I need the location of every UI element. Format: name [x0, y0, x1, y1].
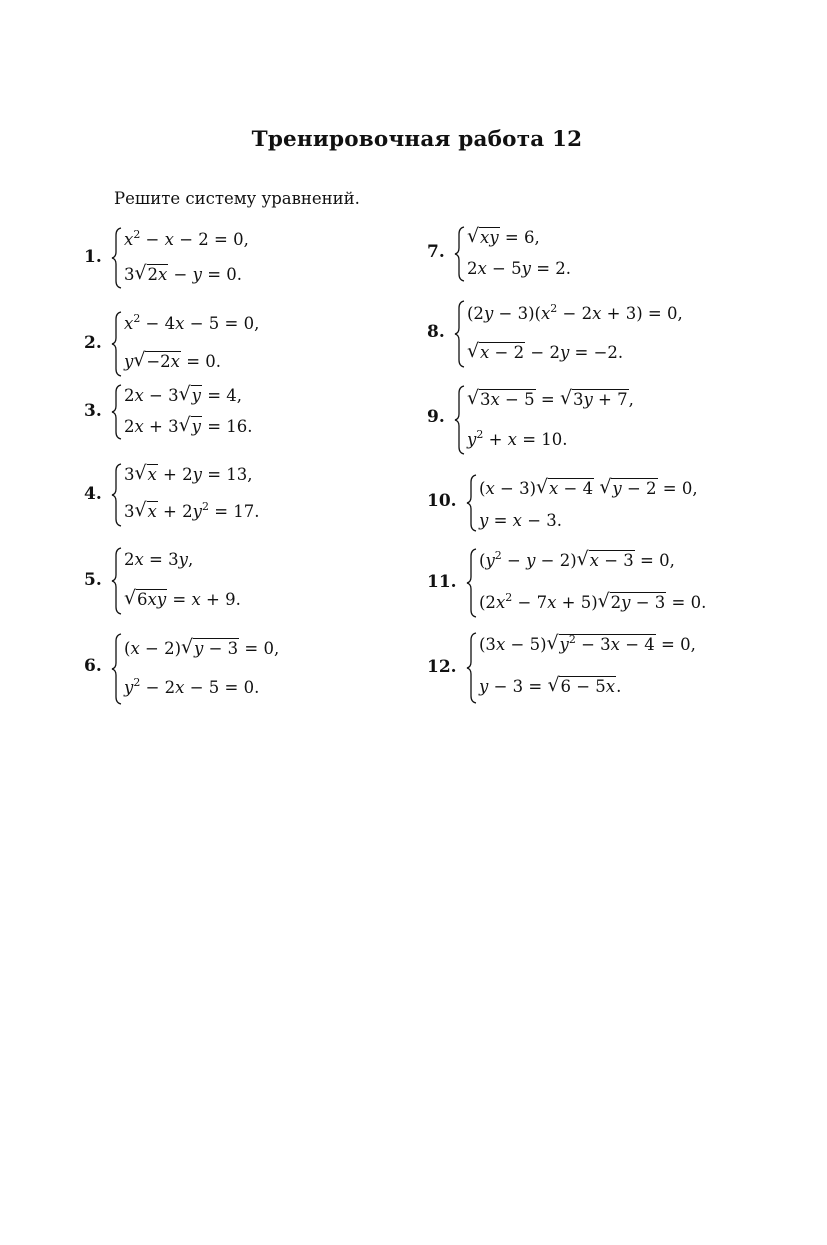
equation-1: $x^2 - x - 2 = 0$,: [124, 228, 249, 249]
system-brace: [454, 226, 466, 282]
equation-1: $(y^2 - y - 2)$ √ x − 3 = 0,: [479, 548, 675, 570]
problem-12: [427, 632, 787, 704]
equation-2: √ 6xy = x + 9.: [124, 587, 241, 609]
system-brace: [454, 300, 466, 368]
equation-1: 2x − 3 √ y = 4,: [124, 383, 243, 405]
equation-1: (x − 3) √ x − 4 √ y − 2 = 0,: [479, 476, 698, 498]
problem-9: [427, 385, 787, 455]
equation-2: $y^2 - 2x - 5 = 0$.: [124, 676, 260, 697]
problem-3: [84, 384, 444, 440]
equation-1: (3x − 5) √ $y^2 - 3x - 4 = 0$,: [479, 632, 696, 654]
problem-10: [427, 474, 787, 532]
equation-2: 3 √ $x + 2y^2 = 17$.: [124, 499, 260, 521]
system-brace: [111, 633, 123, 705]
system-brace: [111, 311, 123, 377]
problem-number: 4.: [84, 484, 102, 504]
equation-2: 2x − 5y = 2.: [467, 259, 572, 278]
system-brace: [111, 227, 123, 289]
equation-2: 2x + 3 √ y = 16.: [124, 414, 253, 436]
problem-1: [84, 227, 444, 289]
system-brace: [111, 547, 123, 615]
equation-1: √ xy = 6,: [467, 225, 540, 247]
system-brace: [466, 632, 478, 704]
problem-6: [84, 633, 444, 705]
problem-number: 8.: [427, 322, 445, 342]
problem-number: 7.: [427, 242, 445, 262]
problem-7: [427, 226, 787, 282]
problem-number: 6.: [84, 656, 102, 676]
problem-number: 3.: [84, 401, 102, 421]
system-brace: [111, 384, 123, 440]
equation-1: 2x = 3y,: [124, 550, 194, 569]
equation-2: 3 √ 2x − y = 0.: [124, 262, 243, 284]
problem-number: 9.: [427, 407, 445, 427]
equation-2: $y^2 + x = 10$.: [467, 428, 568, 449]
problem-number: 2.: [84, 333, 102, 353]
problem-number: 5.: [84, 570, 102, 590]
problem-11: [427, 548, 787, 618]
equation-2: √ x − 2 − 2y = −2.: [467, 340, 624, 362]
equation-1: (x − 2) √ y − 3 = 0,: [124, 636, 280, 658]
problem-4: [84, 463, 444, 527]
system-brace: [111, 463, 123, 527]
problem-number: 11.: [427, 572, 457, 592]
equation-1: $x^2 - 4x - 5 = 0$,: [124, 312, 260, 333]
equation-1: 3 √ x + 2y = 13,: [124, 462, 253, 484]
equation-1: $(2y - 3)(x^2 - 2x + 3) = 0$,: [467, 302, 683, 323]
system-brace: [454, 385, 466, 455]
system-brace: [466, 474, 478, 532]
page-title: Тренировочная работа 12: [251, 127, 583, 152]
equation-2: y √ −2x = 0.: [124, 349, 222, 371]
problem-8: [427, 300, 787, 368]
equation-2: y − 3 = √ 6 − 5x.: [479, 674, 622, 696]
instruction-text: Решите систему уравнений.: [114, 189, 360, 208]
problem-number: 1.: [84, 247, 102, 267]
problem-number: 12.: [427, 657, 457, 677]
problem-2: [84, 311, 444, 377]
problem-number: 10.: [427, 491, 457, 511]
problem-5: [84, 547, 444, 615]
equation-2: $(2x^2 - 7x + 5)$ √ 2y − 3 = 0.: [479, 590, 707, 612]
equation-1: √ 3x − 5 = √ 3y + 7,: [467, 387, 634, 409]
system-brace: [466, 548, 478, 618]
equation-2: y = x − 3.: [479, 511, 563, 530]
